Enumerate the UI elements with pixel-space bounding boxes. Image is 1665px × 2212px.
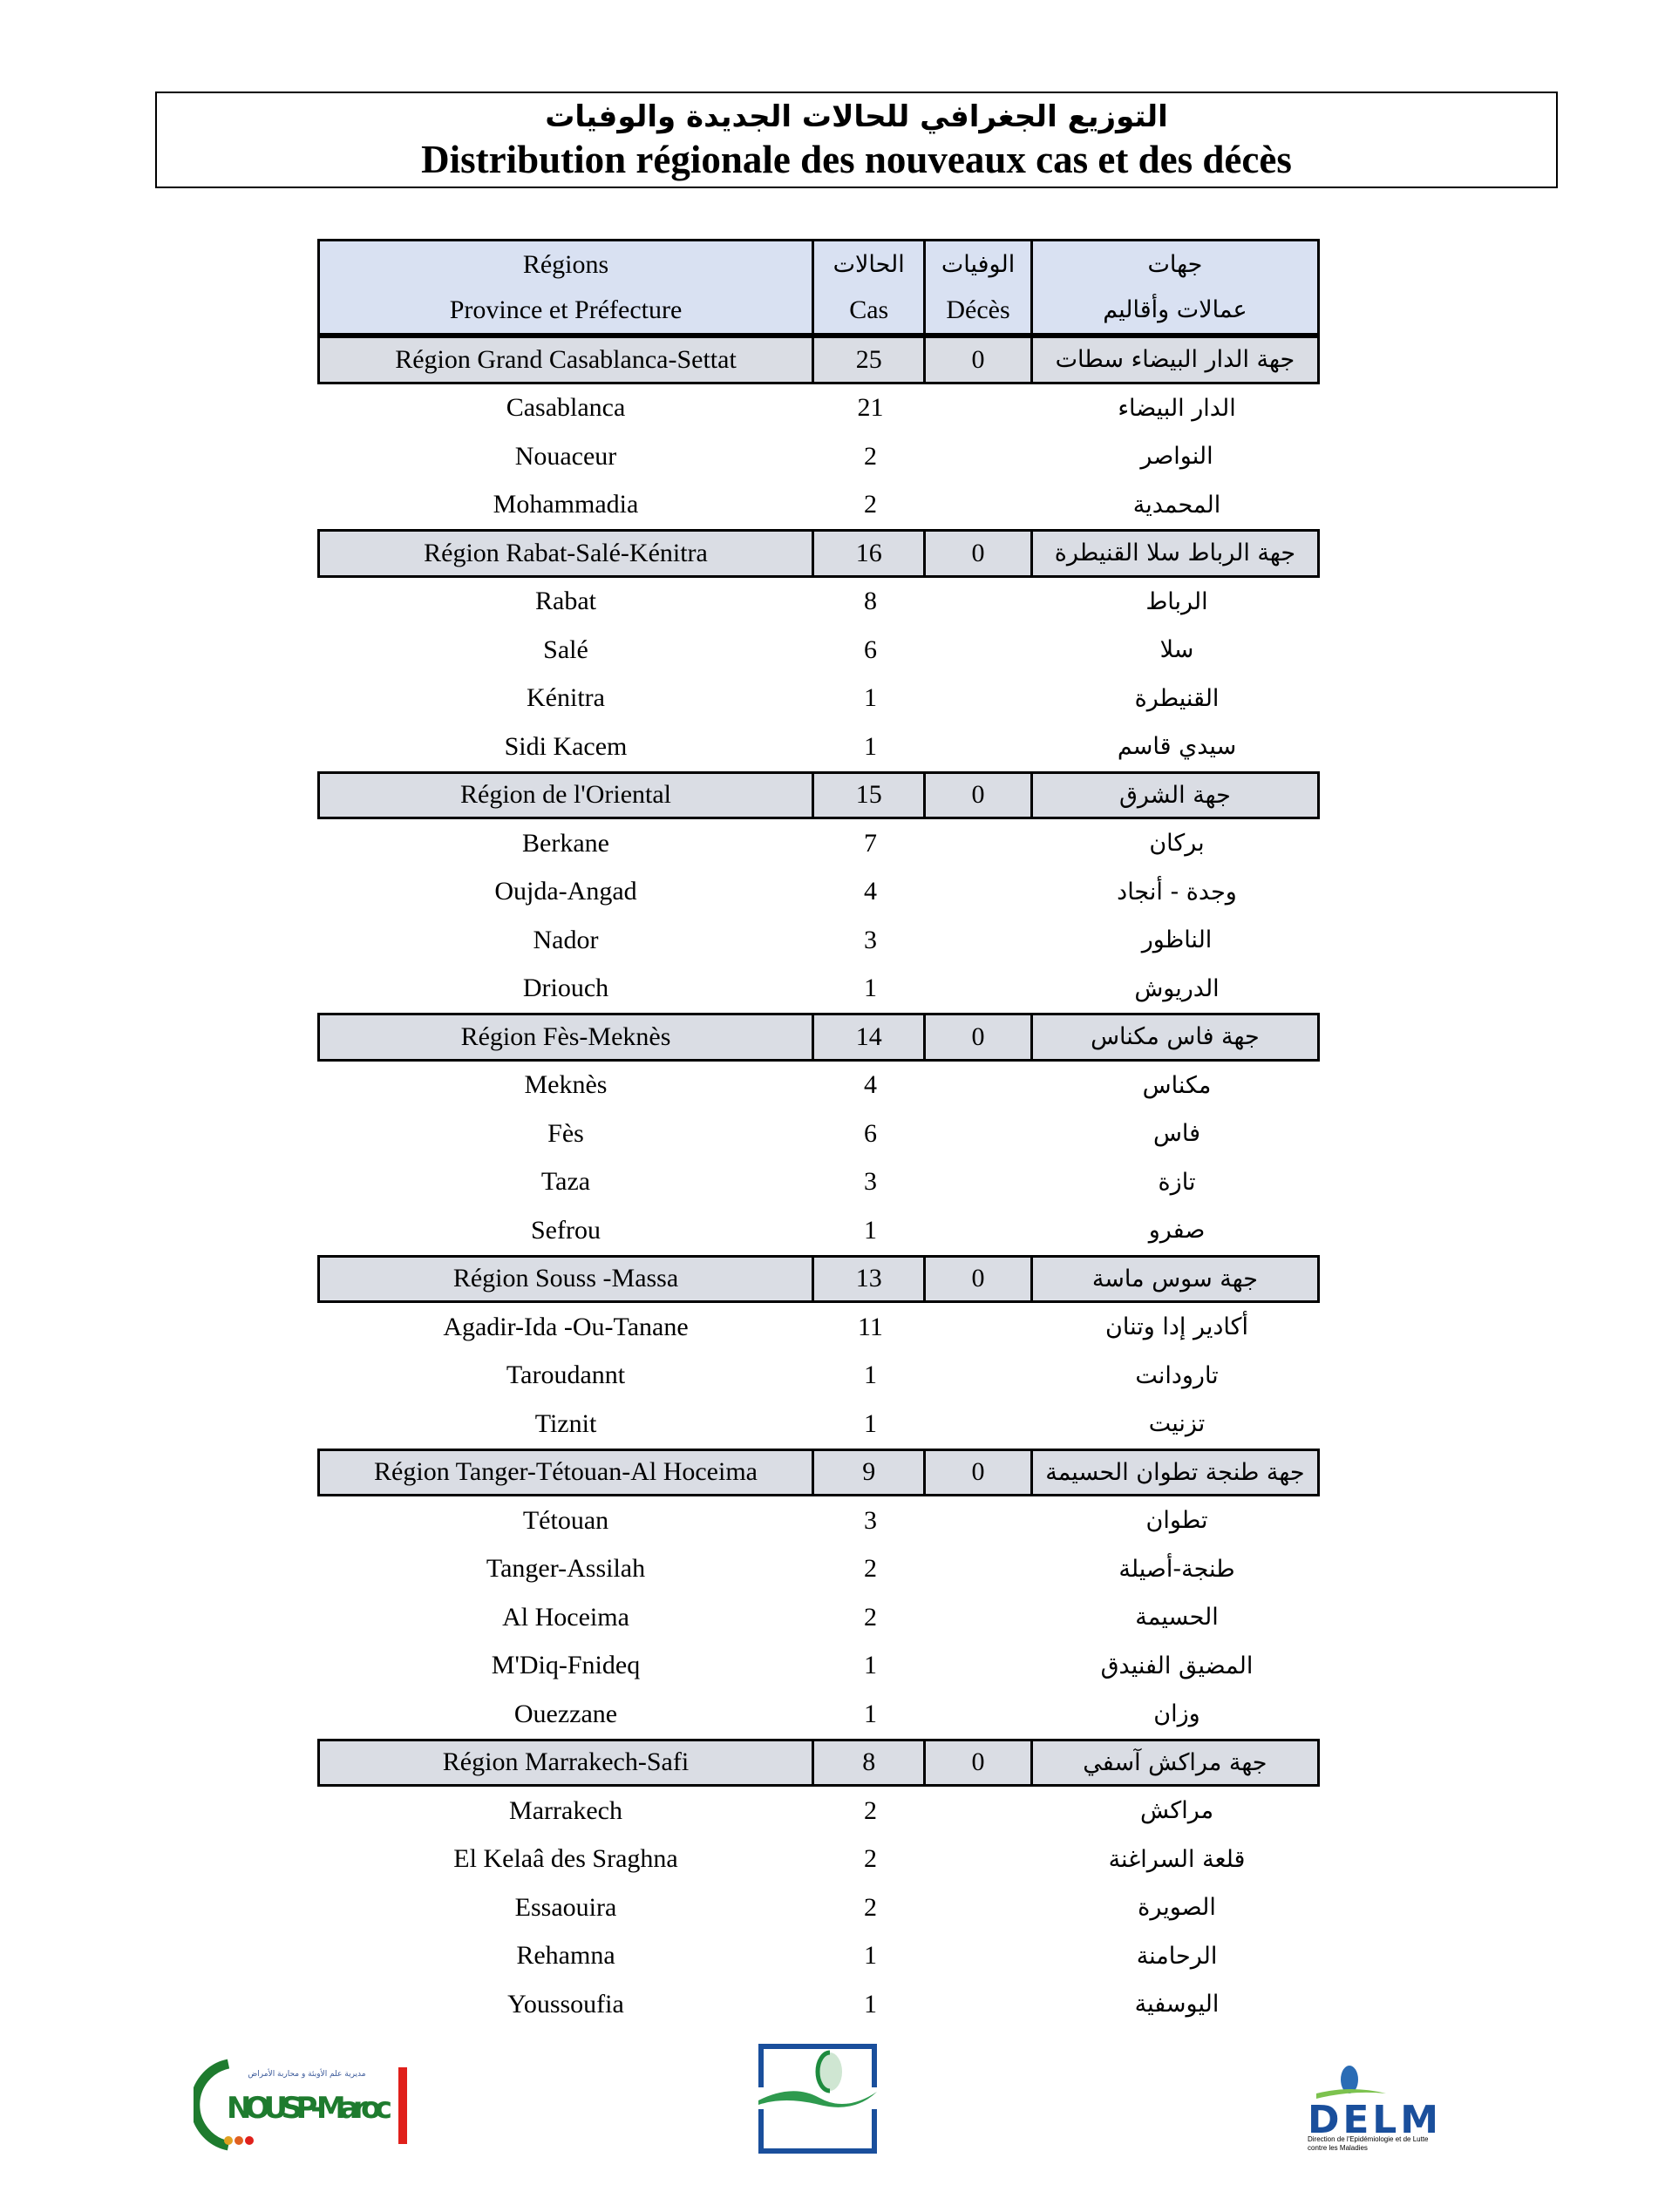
- province-name-ar: تازة: [1158, 1168, 1196, 1196]
- province-deaths-empty: [927, 819, 1034, 868]
- header-regions-fr: Régions: [522, 249, 609, 279]
- region-cases: 8: [814, 1741, 926, 1785]
- region-name-fr: Région Grand Casablanca-Settat: [320, 338, 814, 382]
- province-name-ar: بركان: [1149, 830, 1205, 858]
- table-body: [317, 336, 1320, 2029]
- province-name-fr: Oujda-Angad: [494, 877, 637, 906]
- distribution-table: [317, 239, 1320, 2029]
- header-regions-ar-label: جهات: [1147, 250, 1203, 278]
- province-name-fr: Youssoufia: [507, 1989, 624, 2019]
- province-cases: 4: [864, 877, 877, 906]
- province-row: [317, 481, 1320, 530]
- province-name-ar: سلا: [1159, 636, 1194, 664]
- province-cases: 1: [864, 1215, 877, 1245]
- province-name-ar: تطوان: [1145, 1507, 1208, 1535]
- province-deaths-empty: [927, 1883, 1034, 1932]
- province-name-fr: Essaouira: [514, 1892, 617, 1922]
- province-row: [317, 723, 1320, 771]
- province-row: [317, 1980, 1320, 2029]
- province-deaths-empty: [927, 1352, 1034, 1401]
- province-cases: 2: [864, 1892, 877, 1922]
- region-name-ar: جهة فاس مكناس: [1091, 1023, 1260, 1051]
- header-deaths-ar: الوفيات: [941, 250, 1016, 278]
- province-name-fr: Driouch: [522, 974, 609, 1003]
- province-deaths-empty: [927, 965, 1034, 1014]
- province-name-fr: Agadir-Ida -Ou-Tanane: [443, 1312, 689, 1341]
- province-deaths-empty: [927, 432, 1034, 481]
- province-cases: 6: [864, 1118, 877, 1148]
- province-cases: 2: [864, 1844, 877, 1874]
- province-deaths-empty: [927, 1158, 1034, 1207]
- province-row: [317, 384, 1320, 433]
- province-name-ar: المضيق الفنيدق: [1100, 1652, 1254, 1679]
- province-name-fr: Sidi Kacem: [504, 731, 628, 761]
- province-name-ar: الحسيمة: [1135, 1604, 1219, 1632]
- province-deaths-empty: [927, 1062, 1034, 1110]
- province-name-fr: Marrakech: [509, 1795, 622, 1825]
- region-deaths: 0: [926, 1015, 1032, 1059]
- province-cases: 3: [864, 1167, 877, 1197]
- province-name-fr: Ouezzane: [513, 1699, 618, 1728]
- province-row: [317, 1690, 1320, 1739]
- province-deaths-empty: [927, 1496, 1034, 1545]
- province-name-ar: مراكش: [1139, 1797, 1214, 1825]
- province-row: [317, 1400, 1320, 1449]
- region-row: [317, 1739, 1320, 1788]
- province-cases: 1: [864, 1408, 877, 1438]
- province-cases: 1: [864, 1360, 877, 1390]
- province-cases: 3: [864, 925, 877, 954]
- province-row: [317, 1303, 1320, 1352]
- region-row: [317, 1255, 1320, 1304]
- province-row: [317, 1642, 1320, 1691]
- province-name-fr: Al Hoceima: [502, 1602, 629, 1632]
- svg-text:مديرية علم الأوبئة و محاربة ال: مديرية علم الأوبئة و محاربة الأمراض: [248, 2070, 366, 2079]
- delm-subtitle: Direction de l'Epidémiologie et de Lutte contre les Maladies: [1308, 2135, 1429, 2152]
- region-cases: 14: [814, 1015, 926, 1059]
- province-name-ar: الدار البيضاء: [1118, 394, 1236, 422]
- province-deaths-empty: [927, 1545, 1034, 1594]
- header-province-fr: Province et Préfecture: [449, 295, 683, 324]
- province-name-fr: Taza: [540, 1167, 591, 1197]
- title-arabic: التوزيع الجغرافي للحالات الجديدة والوفيات: [545, 99, 1168, 134]
- province-cases: 1: [864, 1989, 877, 2019]
- province-cases: 1: [864, 731, 877, 761]
- province-cases: 8: [864, 587, 877, 616]
- province-name-fr: Nouaceur: [514, 441, 617, 471]
- province-row: [317, 1932, 1320, 1981]
- header-regions: [320, 241, 814, 333]
- province-cases: 2: [864, 441, 877, 471]
- province-deaths-empty: [927, 626, 1034, 675]
- province-name-fr: M'Diq-Fnideq: [491, 1651, 641, 1680]
- province-cases: 2: [864, 1602, 877, 1632]
- province-name-ar: الدريوش: [1134, 974, 1220, 1002]
- province-deaths-empty: [927, 1690, 1034, 1739]
- province-cases: 1: [864, 1651, 877, 1680]
- region-name-ar: جهة الشرق: [1118, 781, 1231, 809]
- province-row: [317, 1835, 1320, 1884]
- province-name-fr: Rehamna: [516, 1941, 615, 1971]
- province-name-ar: النواصر: [1140, 443, 1213, 471]
- province-name-ar: القنيطرة: [1134, 684, 1220, 712]
- province-name-ar: المحمدية: [1132, 491, 1221, 519]
- province-deaths-empty: [927, 1932, 1034, 1981]
- ministry-emblem-logo: [758, 2044, 877, 2154]
- header-deaths: [926, 241, 1032, 333]
- province-name-fr: El Kelaâ des Sraghna: [453, 1844, 678, 1874]
- province-name-ar: تارودانت: [1135, 1361, 1219, 1389]
- province-cases: 4: [864, 1070, 877, 1100]
- province-deaths-empty: [927, 723, 1034, 771]
- province-name-fr: Casablanca: [506, 393, 626, 423]
- region-deaths: 0: [926, 1451, 1032, 1495]
- province-deaths-empty: [927, 1400, 1034, 1449]
- province-row: [317, 578, 1320, 627]
- province-name-ar: سيدي قاسم: [1117, 733, 1237, 761]
- delm-logo: [1308, 2059, 1447, 2159]
- province-deaths-empty: [927, 578, 1034, 627]
- region-cases: 13: [814, 1258, 926, 1301]
- province-cases: 2: [864, 1554, 877, 1584]
- header-province-ar: عمالات وأقاليم: [1103, 295, 1247, 323]
- province-row: [317, 675, 1320, 723]
- province-name-ar: طنجة-أصيلة: [1118, 1555, 1235, 1583]
- province-name-fr: Taroudannt: [506, 1360, 626, 1390]
- province-deaths-empty: [927, 1303, 1034, 1352]
- region-deaths: 0: [926, 1258, 1032, 1301]
- province-deaths-empty: [927, 916, 1034, 965]
- province-cases: 6: [864, 634, 877, 664]
- province-cases: 2: [864, 1795, 877, 1825]
- province-cases: 1: [864, 1941, 877, 1971]
- province-name-fr: Meknès: [524, 1070, 608, 1100]
- province-row: [317, 1062, 1320, 1110]
- region-name-ar: جهة الرباط سلا القنيطرة: [1054, 539, 1296, 567]
- province-deaths-empty: [927, 1206, 1034, 1255]
- province-row: [317, 1352, 1320, 1401]
- province-name-ar: وجدة - أنجاد: [1117, 878, 1237, 906]
- province-row: [317, 1883, 1320, 1932]
- province-row: [317, 819, 1320, 868]
- province-row: [317, 1545, 1320, 1594]
- region-name-fr: Région de l'Oriental: [320, 774, 814, 818]
- province-cases: 1: [864, 683, 877, 713]
- province-name-ar: مكناس: [1142, 1071, 1212, 1099]
- province-name-fr: Mohammadia: [493, 490, 639, 519]
- region-row: [317, 771, 1320, 820]
- province-name-ar: وزان: [1153, 1700, 1200, 1728]
- province-deaths-empty: [927, 1787, 1034, 1835]
- nousp-logo-text: NOUSP-Maroc: [227, 2091, 392, 2126]
- header-deaths-fr: Décès: [946, 295, 1010, 324]
- province-row: [317, 1593, 1320, 1642]
- region-cases: 9: [814, 1451, 926, 1495]
- province-name-ar: تزنيت: [1148, 1410, 1206, 1438]
- region-name-ar: جهة الدار البيضاء سطات: [1055, 346, 1295, 374]
- region-name-ar: جهة طنجة تطوان الحسيمة: [1045, 1458, 1305, 1486]
- region-cases: 25: [814, 338, 926, 382]
- header-cases-fr: Cas: [849, 295, 889, 324]
- region-name-fr: Région Tanger-Tétouan-Al Hoceima: [320, 1451, 814, 1495]
- province-cases: 2: [864, 490, 877, 519]
- province-deaths-empty: [927, 1980, 1034, 2029]
- region-deaths: 0: [926, 532, 1032, 575]
- province-row: [317, 1206, 1320, 1255]
- province-row: [317, 432, 1320, 481]
- province-cases: 11: [858, 1312, 883, 1341]
- province-deaths-empty: [927, 675, 1034, 723]
- header-regions-ar: [1033, 241, 1317, 333]
- province-name-fr: Tanger-Assilah: [486, 1554, 646, 1584]
- region-name-fr: Région Rabat-Salé-Kénitra: [320, 532, 814, 575]
- region-row: [317, 1013, 1320, 1062]
- province-deaths-empty: [927, 1109, 1034, 1158]
- province-name-ar: قلعة السراغنة: [1108, 1845, 1246, 1873]
- province-name-fr: Kénitra: [527, 683, 605, 713]
- region-name-ar: جهة سوس ماسة: [1091, 1265, 1258, 1293]
- region-deaths: 0: [926, 774, 1032, 818]
- province-row: [317, 1787, 1320, 1835]
- province-name-fr: Tiznit: [534, 1408, 597, 1438]
- province-row: [317, 1109, 1320, 1158]
- region-cases: 16: [814, 532, 926, 575]
- province-name-fr: Fès: [547, 1118, 584, 1148]
- province-name-ar: أكادير إدا وتنان: [1105, 1313, 1248, 1341]
- title-french: Distribution régionale des nouveaux cas et des décès: [421, 138, 1292, 181]
- province-name-ar: اليوسفية: [1134, 1991, 1220, 2019]
- region-row: [317, 529, 1320, 578]
- province-row: [317, 965, 1320, 1014]
- province-name-ar: الصويرة: [1138, 1894, 1216, 1922]
- province-cases: 21: [857, 393, 884, 423]
- province-deaths-empty: [927, 384, 1034, 433]
- province-name-fr: Tétouan: [522, 1505, 609, 1535]
- table-header: [317, 239, 1320, 336]
- province-cases: 3: [864, 1505, 877, 1535]
- region-cases: 15: [814, 774, 926, 818]
- province-name-ar: الرحامنة: [1136, 1942, 1218, 1970]
- province-row: [317, 626, 1320, 675]
- province-row: [317, 1158, 1320, 1207]
- province-row: [317, 1496, 1320, 1545]
- province-name-fr: Berkane: [522, 828, 609, 858]
- province-row: [317, 916, 1320, 965]
- province-name-fr: Rabat: [535, 587, 596, 616]
- region-row: [317, 336, 1320, 384]
- province-name-fr: Salé: [543, 634, 588, 664]
- province-name-fr: Nador: [533, 925, 599, 954]
- province-deaths-empty: [927, 868, 1034, 917]
- province-name-fr: Sefrou: [531, 1215, 601, 1245]
- province-deaths-empty: [927, 1835, 1034, 1884]
- province-deaths-empty: [927, 1593, 1034, 1642]
- province-name-ar: صفرو: [1148, 1217, 1206, 1245]
- region-name-ar: جهة مراكش آسفي: [1083, 1748, 1267, 1776]
- province-name-ar: الرباط: [1145, 587, 1208, 615]
- province-deaths-empty: [927, 1642, 1034, 1691]
- province-name-ar: الناظور: [1141, 926, 1213, 954]
- delm-logo-text: DELM: [1308, 2098, 1438, 2142]
- province-row: [317, 868, 1320, 917]
- header-cases-ar: الحالات: [832, 250, 905, 278]
- province-name-ar: فاس: [1152, 1120, 1201, 1148]
- province-deaths-empty: [927, 481, 1034, 530]
- region-deaths: 0: [926, 338, 1032, 382]
- region-name-fr: Région Marrakech-Safi: [320, 1741, 814, 1785]
- province-cases: 1: [864, 1699, 877, 1728]
- region-deaths: 0: [926, 1741, 1032, 1785]
- province-cases: 7: [864, 828, 877, 858]
- header-cases: [814, 241, 926, 333]
- region-name-fr: Région Fès-Meknès: [320, 1015, 814, 1059]
- region-row: [317, 1449, 1320, 1497]
- nousp-maroc-logo: [194, 2057, 411, 2153]
- province-cases: 1: [864, 974, 877, 1003]
- title-box: [155, 92, 1558, 188]
- region-name-fr: Région Souss -Massa: [320, 1258, 814, 1301]
